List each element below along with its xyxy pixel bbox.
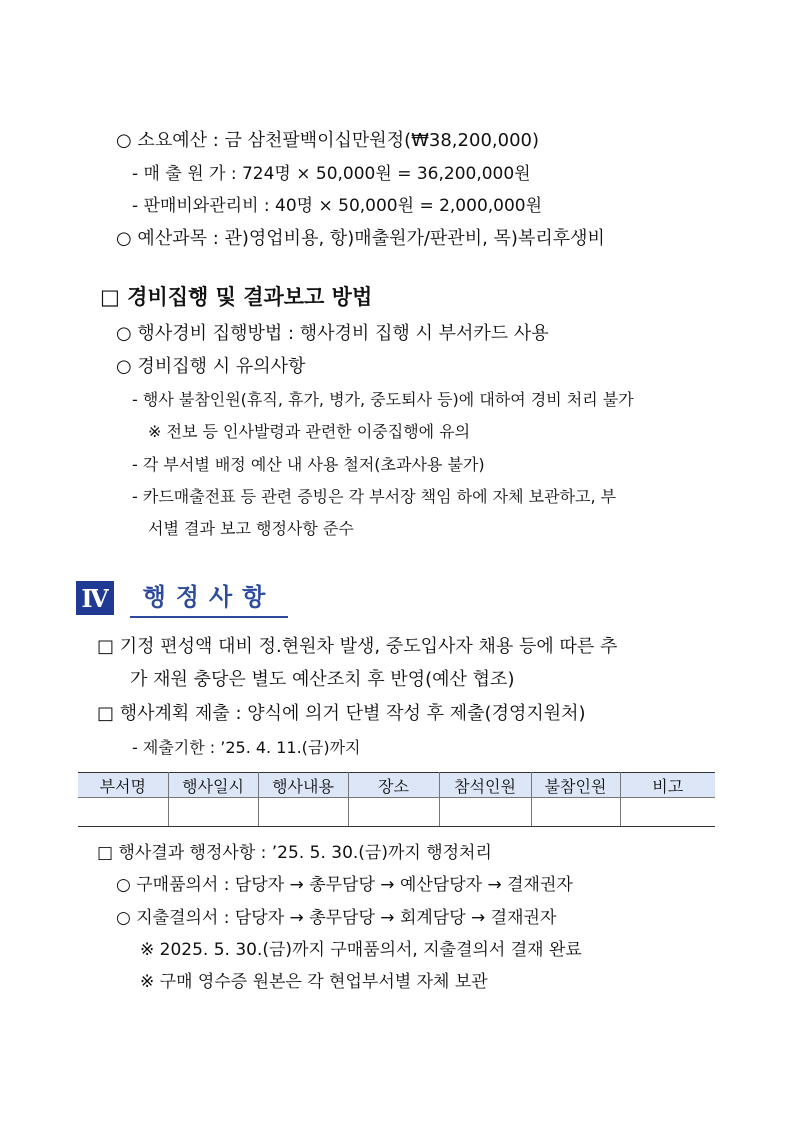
approval-deadline-note: ※ 2025. 5. 30.(금)까지 구매품의서, 지출결의서 결재 완료 bbox=[140, 940, 582, 960]
submit-deadline-line: - 제출기한 : ’25. 4. 11.(금)까지 bbox=[132, 738, 361, 757]
absentee-rule-line: - 행사 불참인원(휴직, 휴가, 병가, 중도퇴사 등)에 대하여 경비 처리 불가 bbox=[132, 390, 634, 409]
receipt-keep-line: - 카드매출전표 등 관련 증빙은 각 부서장 책임 하에 자체 보관하고, 부 bbox=[132, 487, 617, 506]
header-event-content: 행사내용 bbox=[258, 773, 348, 798]
event-plan-table bbox=[78, 772, 715, 827]
plan-submit-line: □ 행사계획 제출 : 양식에 의거 단별 작성 후 제출(경영지원처) bbox=[97, 703, 586, 724]
expense-method-line: ○ 행사경비 집행방법 : 행사경비 집행 시 부서카드 사용 bbox=[116, 323, 549, 344]
transfer-note-line: ※ 전보 등 인사발령과 관련한 이중집행에 유의 bbox=[148, 422, 471, 441]
header-remarks: 비고 bbox=[620, 773, 715, 798]
table-cell bbox=[348, 798, 439, 827]
table-cell bbox=[258, 798, 348, 827]
budget-account-line: ○ 예산과목 : 관)영업비용, 항)매출원가/판관비, 목)복리후생비 bbox=[116, 228, 605, 249]
receipt-storage-note: ※ 구매 영수증 원본은 각 현업부서별 자체 보관 bbox=[140, 972, 488, 992]
purchase-approval-flow: ○ 구매품의서 : 담당자 → 총무담당 → 예산담당자 → 결재권자 bbox=[116, 875, 573, 895]
header-place: 장소 bbox=[348, 773, 439, 798]
header-attendees: 참석인원 bbox=[439, 773, 531, 798]
cost-of-sales-line: - 매 출 원 가 : 724명 × 50,000원 = 36,200,000원 bbox=[132, 164, 531, 184]
budget-adjust-line-cont: 가 재원 충당은 별도 예산조치 후 반영(예산 협조) bbox=[130, 669, 515, 690]
expense-caution-line: ○ 경비집행 시 유의사항 bbox=[116, 356, 306, 377]
receipt-keep-line-cont: 서별 결과 보고 행정사항 준수 bbox=[148, 519, 354, 538]
header-event-datetime: 행사일시 bbox=[168, 773, 258, 798]
table-cell bbox=[78, 798, 168, 827]
result-admin-line: □ 행사결과 행정사항 : ’25. 5. 30.(금)까지 행정처리 bbox=[97, 843, 492, 863]
budget-adjust-line: □ 기정 편성액 대비 정.현원차 발생, 중도입사자 채용 등에 따른 추 bbox=[97, 636, 618, 657]
table-cell bbox=[531, 798, 620, 827]
section-title: 행정사항 bbox=[130, 580, 288, 618]
budget-limit-line: - 각 부서별 배정 예산 내 사용 철저(초과사용 불가) bbox=[132, 455, 485, 474]
table-row bbox=[78, 798, 715, 827]
table-cell bbox=[620, 798, 715, 827]
expense-approval-flow: ○ 지출결의서 : 담당자 → 총무담당 → 회계담당 → 결재권자 bbox=[116, 908, 557, 928]
sga-expense-line: - 판매비와관리비 : 40명 × 50,000원 = 2,000,000원 bbox=[132, 196, 543, 216]
header-absentees: 불참인원 bbox=[531, 773, 620, 798]
expense-section-heading: □ 경비집행 및 결과보고 방법 bbox=[100, 285, 373, 309]
section-number-badge: Ⅳ bbox=[76, 581, 114, 615]
budget-amount-line: ○ 소요예산 : 금 삼천팔백이십만원정(₩38,200,000) bbox=[116, 130, 539, 151]
table-header-row bbox=[78, 773, 715, 798]
header-department: 부서명 bbox=[78, 773, 168, 798]
table-cell bbox=[168, 798, 258, 827]
table-cell bbox=[439, 798, 531, 827]
